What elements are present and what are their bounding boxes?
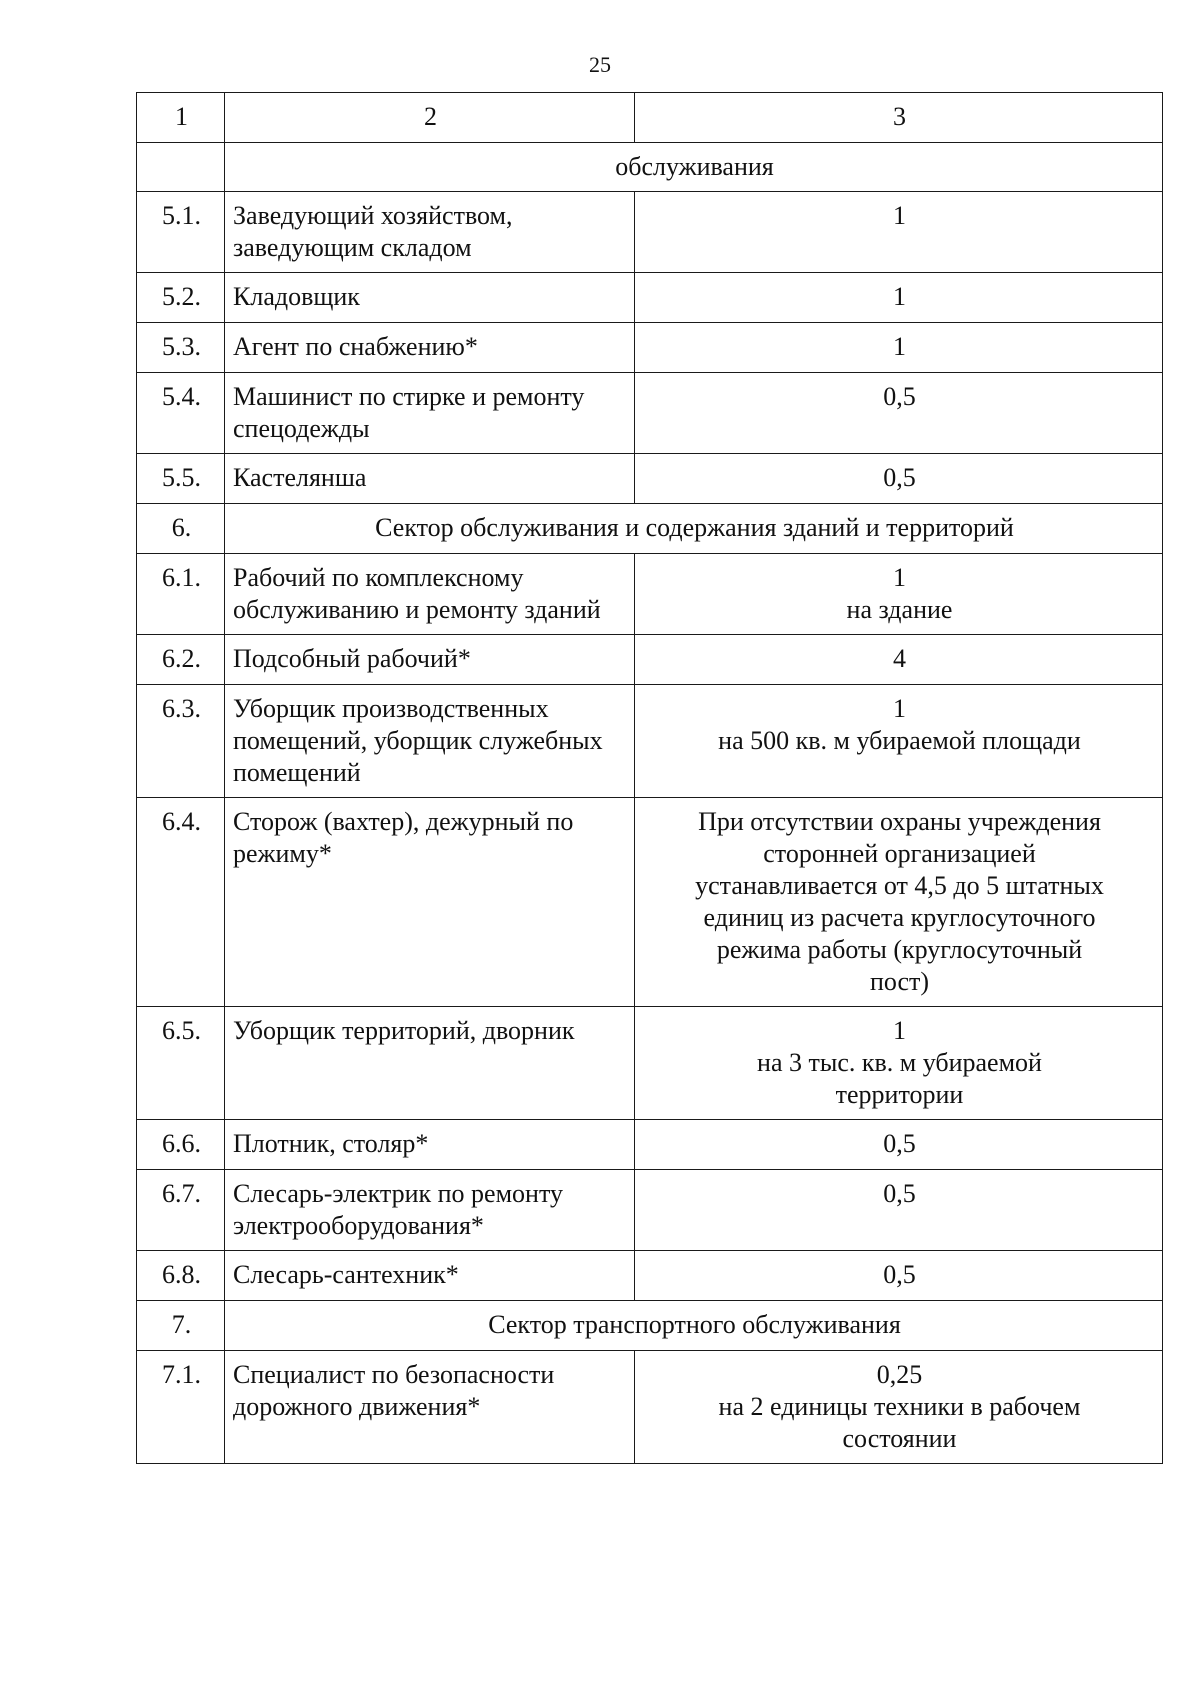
position-name-line: Агент по снабжению*	[233, 332, 478, 361]
row-number: 5.2.	[137, 273, 225, 323]
position-name-line: Специалист по безопасности	[233, 1360, 555, 1389]
position-name	[225, 373, 635, 454]
header-cell-value: 3	[635, 93, 1163, 143]
position-name	[225, 323, 635, 373]
position-name	[225, 192, 635, 273]
position-name	[225, 1007, 635, 1120]
staff-quantity-line: на 500 кв. м убираемой площади	[718, 726, 1081, 755]
table-row	[137, 685, 1163, 798]
staff-quantity-line: 1	[893, 282, 906, 311]
position-name-line: помещений, уборщик служебных	[233, 726, 603, 755]
table-row	[137, 373, 1163, 454]
staff-quantity-line: на здание	[846, 595, 953, 624]
staff-quantity-line: сторонней организацией	[763, 839, 1036, 868]
staff-quantity	[635, 554, 1163, 635]
staff-quantity-line: 0,5	[883, 1129, 916, 1158]
section-row	[137, 1301, 1163, 1351]
position-name-line: режиму*	[233, 839, 332, 868]
table-row	[137, 323, 1163, 373]
position-name-line: электрооборудования*	[233, 1211, 484, 1240]
staff-quantity-line: 0,5	[883, 1179, 916, 1208]
staff-quantity-line: устанавливается от 4,5 до 5 штатных	[695, 871, 1104, 900]
table-row	[137, 798, 1163, 1007]
staff-quantity-line: территории	[835, 1080, 964, 1109]
staff-quantity	[635, 635, 1163, 685]
staff-quantity-line: единиц из расчета круглосуточного	[703, 903, 1096, 932]
position-name	[225, 685, 635, 798]
table-row	[137, 192, 1163, 273]
position-name-line: Сторож (вахтер), дежурный по	[233, 807, 574, 836]
staff-quantity-line: 1	[893, 694, 906, 723]
table-row	[137, 273, 1163, 323]
table-row	[137, 1170, 1163, 1251]
position-name-line: Подсобный рабочий*	[233, 644, 471, 673]
table-row	[137, 1120, 1163, 1170]
staff-quantity-line: на 2 единицы техники в рабочем	[718, 1392, 1081, 1421]
staff-quantity-line: 1	[893, 563, 906, 592]
position-name-line: Заведующий хозяйством,	[233, 201, 513, 230]
table-row	[137, 1251, 1163, 1301]
staff-quantity-line: пост)	[869, 967, 930, 996]
row-number: 5.5.	[137, 454, 225, 504]
row-number: 6.3.	[137, 685, 225, 798]
row-number: 6.8.	[137, 1251, 225, 1301]
staff-quantity-line: 0,25	[876, 1360, 923, 1389]
table-row	[137, 1007, 1163, 1120]
position-name	[225, 798, 635, 1007]
staff-quantity-line: 0,5	[883, 1260, 916, 1289]
section-row	[137, 504, 1163, 554]
staff-norms-table	[136, 92, 1163, 1464]
table-row	[137, 635, 1163, 685]
row-number: 6.	[137, 504, 225, 554]
row-number: 6.6.	[137, 1120, 225, 1170]
row-number: 6.4.	[137, 798, 225, 1007]
table-row	[137, 554, 1163, 635]
row-number: 7.1.	[137, 1351, 225, 1464]
position-name	[225, 1351, 635, 1464]
position-name	[225, 273, 635, 323]
staff-quantity-line: на 3 тыс. кв. м убираемой	[757, 1048, 1042, 1077]
row-number: 6.5.	[137, 1007, 225, 1120]
position-name-line: спецодежды	[233, 414, 370, 443]
continuation-row	[137, 143, 1163, 192]
staff-quantity-line: 1	[893, 332, 906, 361]
staff-quantity	[635, 798, 1163, 1007]
position-name-line: Кастелянша	[233, 463, 367, 492]
staff-quantity	[635, 685, 1163, 798]
staff-quantity	[635, 323, 1163, 373]
header-cell-name: 2	[225, 93, 635, 143]
position-name-line: Уборщик территорий, дворник	[233, 1016, 575, 1045]
row-number: 5.4.	[137, 373, 225, 454]
row-number: 5.3.	[137, 323, 225, 373]
staff-quantity-line: 4	[893, 644, 906, 673]
staff-quantity	[635, 273, 1163, 323]
staff-quantity-line: состоянии	[842, 1424, 957, 1453]
table-row	[137, 1351, 1163, 1464]
staff-quantity-line: 0,5	[883, 463, 916, 492]
position-name-line: помещений	[233, 758, 361, 787]
position-name	[225, 1170, 635, 1251]
position-name-line: Слесарь-сантехник*	[233, 1260, 459, 1289]
position-name-line: обслуживанию и ремонту зданий	[233, 595, 601, 624]
staff-quantity	[635, 373, 1163, 454]
position-name	[225, 1251, 635, 1301]
staff-quantity-line: 1	[893, 201, 906, 230]
section-title: Сектор транспортного обслуживания	[225, 1301, 1163, 1351]
row-number: 6.1.	[137, 554, 225, 635]
position-name-line: Кладовщик	[233, 282, 360, 311]
staff-quantity	[635, 1251, 1163, 1301]
table-row	[137, 454, 1163, 504]
staff-quantity	[635, 454, 1163, 504]
row-number: 7.	[137, 1301, 225, 1351]
staff-quantity	[635, 1120, 1163, 1170]
staff-quantity-line: 1	[893, 1016, 906, 1045]
row-number: 6.2.	[137, 635, 225, 685]
position-name-line: Машинист по стирке и ремонту	[233, 382, 585, 411]
position-name	[225, 1120, 635, 1170]
position-name	[225, 554, 635, 635]
header-cell-num: 1	[137, 93, 225, 143]
position-name-line: Уборщик производственных	[233, 694, 549, 723]
position-name-line: Рабочий по комплексному	[233, 563, 524, 592]
row-number: 5.1.	[137, 192, 225, 273]
staff-quantity	[635, 1007, 1163, 1120]
staff-quantity-line: режима работы (круглосуточный	[716, 935, 1083, 964]
section-title: Сектор обслуживания и содержания зданий и территорий	[225, 504, 1163, 554]
staff-quantity	[635, 192, 1163, 273]
continuation-label: обслуживания	[225, 143, 1163, 192]
staff-quantity-line: При отсутствии охраны учреждения	[698, 807, 1101, 836]
position-name-line: Плотник, столяр*	[233, 1129, 429, 1158]
staff-quantity	[635, 1351, 1163, 1464]
position-name	[225, 454, 635, 504]
position-name	[225, 635, 635, 685]
continuation-empty-cell	[137, 143, 225, 192]
row-number: 6.7.	[137, 1170, 225, 1251]
page-number: 25	[589, 52, 611, 77]
position-name-line: заведующим складом	[233, 233, 472, 262]
staff-quantity	[635, 1170, 1163, 1251]
position-name-line: дорожного движения*	[233, 1392, 481, 1421]
staff-quantity-line: 0,5	[883, 382, 916, 411]
position-name-line: Слесарь-электрик по ремонту	[233, 1179, 563, 1208]
header-row	[137, 93, 1163, 143]
